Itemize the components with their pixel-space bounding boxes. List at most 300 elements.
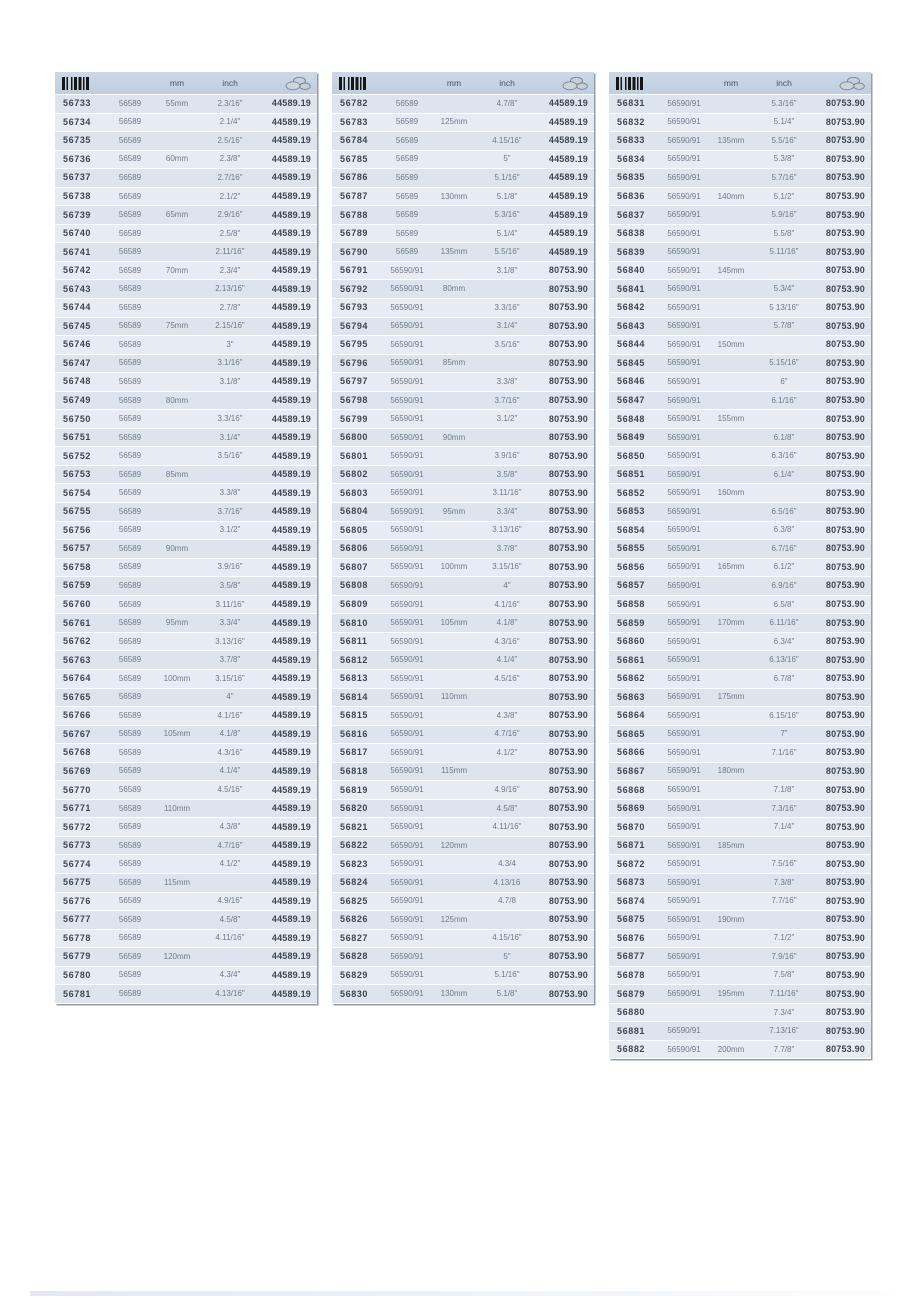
price-cell: 44589.19	[548, 153, 588, 164]
article-id-cell: 56817	[340, 747, 369, 758]
mm-cell: 165mm	[717, 562, 745, 572]
inch-cell: 5.1/16"	[494, 970, 520, 980]
article-id-cell: 56800	[340, 432, 369, 443]
price-cell: 44589.19	[271, 172, 311, 183]
article-id-cell: 56734	[63, 116, 92, 127]
ref-cell: 56589	[118, 395, 142, 405]
table-row	[55, 540, 317, 559]
column-header-mm: mm	[723, 77, 739, 88]
price-cell: 80753.90	[825, 432, 865, 443]
article-id-cell: 56851	[617, 469, 646, 480]
price-cell: 44589.19	[271, 691, 311, 702]
article-id-cell: 56880	[617, 1007, 646, 1018]
article-id-cell: 56858	[617, 599, 646, 610]
mm-cell: 140mm	[717, 191, 745, 201]
ref-cell: 56590/91	[667, 896, 701, 906]
inch-cell: 4.11/16"	[492, 822, 522, 832]
mm-cell: 100mm	[163, 673, 191, 683]
table-row	[609, 726, 871, 745]
price-cell: 80753.90	[548, 951, 588, 962]
price-cell: 80753.90	[548, 858, 588, 869]
article-id-cell: 56855	[617, 543, 646, 554]
inch-cell: 5.3/4"	[773, 284, 795, 294]
table-row	[332, 800, 594, 819]
inch-cell: 6.15/16"	[769, 710, 799, 720]
price-cell: 44589.19	[271, 209, 311, 220]
inch-cell: 5 13/16"	[769, 302, 799, 312]
ref-cell: 56589	[395, 117, 419, 127]
article-id-cell: 56877	[617, 951, 646, 962]
inch-cell: 4.5/8"	[496, 803, 518, 813]
table-row	[332, 707, 594, 726]
article-id-cell: 56738	[63, 191, 92, 201]
mm-cell: 120mm	[163, 951, 191, 961]
inch-cell: 3.13/16"	[215, 636, 245, 646]
table-row	[609, 855, 871, 874]
price-cell: 44589.19	[271, 895, 311, 906]
ref-cell: 56590/91	[667, 933, 701, 943]
inch-cell: 3.5/16"	[494, 339, 520, 349]
ref-cell: 56590/91	[390, 562, 424, 572]
price-cell: 80753.90	[825, 969, 865, 980]
price-cell: 80753.90	[825, 357, 865, 368]
price-cell: 44589.19	[271, 357, 311, 368]
price-cell: 44589.19	[271, 617, 311, 628]
inch-cell: 3.3/4"	[496, 506, 518, 516]
inch-cell: 2.5/16"	[217, 135, 243, 145]
inch-cell: 2.11/16"	[215, 247, 245, 257]
inch-cell: 5.9/16"	[771, 210, 797, 220]
article-id-cell: 56869	[617, 803, 646, 814]
table-rows	[332, 95, 594, 1004]
price-cell: 44589.19	[548, 191, 588, 201]
table-row	[609, 151, 871, 170]
inch-cell: 6.3/4"	[773, 636, 795, 646]
article-id-cell: 56841	[617, 283, 646, 294]
ref-cell: 56589	[118, 877, 142, 887]
coins-icon	[259, 76, 317, 91]
article-id-cell: 56810	[340, 617, 369, 628]
ref-cell: 56590/91	[667, 840, 701, 850]
article-id-cell: 56809	[340, 599, 369, 610]
table-row	[609, 540, 871, 559]
article-id-cell: 56826	[340, 914, 369, 925]
ref-cell: 56590/91	[390, 877, 424, 887]
price-cell: 80753.90	[548, 895, 588, 906]
table-row	[609, 837, 871, 856]
article-id-cell: 56779	[63, 951, 92, 962]
mm-cell: 95mm	[165, 618, 189, 628]
table-row	[55, 95, 317, 114]
table-row	[609, 930, 871, 949]
price-cell: 44589.19	[271, 506, 311, 517]
price-cell: 80753.90	[548, 877, 588, 888]
inch-cell: 4.1/16"	[217, 710, 243, 720]
article-id-cell: 56812	[340, 654, 369, 665]
table-row	[609, 410, 871, 429]
coins-icon	[536, 76, 594, 91]
article-id-cell: 56736	[63, 153, 92, 164]
table-row	[609, 447, 871, 466]
table-row	[609, 503, 871, 522]
table-row	[609, 651, 871, 670]
inch-cell: 7.1/8"	[773, 785, 795, 794]
price-cell: 80753.90	[825, 654, 865, 665]
article-id-cell: 56811	[340, 636, 368, 647]
article-id-cell: 56861	[617, 654, 646, 665]
column-header-mm: mm	[446, 77, 462, 88]
ref-cell: 56590/91	[390, 618, 424, 628]
price-cell: 44589.19	[271, 951, 311, 962]
article-id-cell: 56825	[340, 895, 369, 906]
ref-cell: 56590/91	[667, 692, 701, 702]
inch-cell: 3.13/16"	[492, 525, 522, 535]
inch-cell: 3.5/8"	[219, 580, 241, 590]
article-id-cell: 56796	[340, 357, 369, 368]
article-id-cell: 56768	[63, 747, 92, 758]
price-cell: 80753.90	[825, 691, 865, 702]
price-cell: 44589.19	[271, 561, 311, 572]
article-id-cell: 56786	[340, 172, 369, 183]
table-row	[332, 818, 594, 837]
article-id-cell: 56758	[63, 561, 92, 572]
price-cell: 44589.19	[271, 914, 311, 925]
inch-cell: 6.5/8"	[773, 599, 795, 609]
article-id-cell: 56842	[617, 302, 646, 313]
inch-cell: 3.3/16"	[217, 414, 243, 424]
article-id-cell: 56793	[340, 302, 369, 313]
table-row	[55, 336, 317, 355]
ref-cell: 56590/91	[390, 358, 424, 368]
inch-cell: 3.11/16"	[492, 488, 522, 498]
table-row	[332, 95, 594, 114]
table-row	[609, 1004, 871, 1023]
price-cell: 80753.90	[825, 339, 865, 350]
table-row	[609, 336, 871, 355]
price-cell: 44589.19	[271, 710, 311, 721]
ref-cell: 56590/91	[667, 191, 701, 201]
inch-cell: 2.3/4"	[219, 265, 241, 275]
table-header	[332, 72, 594, 95]
inch-cell: 4.15/16"	[492, 135, 522, 145]
table-row	[332, 355, 594, 374]
inch-cell: 6.7/8"	[773, 673, 795, 683]
ref-cell: 56590/91	[667, 302, 701, 312]
mm-cell: 90mm	[442, 432, 466, 442]
ref-cell: 56589	[118, 135, 142, 145]
article-id-cell: 56797	[340, 376, 369, 387]
ref-cell: 56590/91	[667, 747, 701, 757]
inch-cell: 6.11/16"	[769, 618, 799, 628]
inch-cell: 4"	[226, 692, 234, 702]
ref-cell: 56590/91	[390, 525, 424, 535]
table-row	[332, 763, 594, 782]
ref-cell: 56589	[118, 172, 142, 182]
barcode-icon	[332, 77, 384, 90]
price-cell: 80753.90	[825, 821, 865, 832]
ref-cell: 56590/91	[390, 432, 424, 442]
ref-cell: 56589	[118, 543, 142, 553]
table-row	[55, 132, 317, 151]
ref-cell: 56590/91	[390, 451, 424, 461]
article-id-cell: 56746	[63, 339, 92, 350]
mm-cell: 125mm	[440, 914, 468, 924]
mm-cell: 130mm	[440, 191, 468, 201]
table-row	[55, 522, 317, 541]
inch-cell: 7.3/4"	[773, 1007, 795, 1017]
article-id-cell: 56733	[63, 98, 92, 109]
table-row	[55, 484, 317, 503]
article-id-cell: 56822	[340, 840, 369, 851]
ref-cell: 56589	[118, 785, 142, 794]
article-id-cell: 56772	[63, 821, 92, 832]
ref-cell: 56590/91	[390, 803, 424, 813]
table-row	[55, 614, 317, 633]
table-row	[55, 447, 317, 466]
inch-cell: 2.13/16"	[215, 284, 245, 294]
article-id-cell: 56875	[617, 914, 646, 925]
price-cell: 80753.90	[825, 153, 865, 164]
price-cell: 80753.90	[825, 302, 865, 313]
article-id-cell: 56769	[63, 765, 92, 776]
ref-cell: 56590/91	[667, 914, 701, 924]
ref-cell: 56590/91	[390, 284, 424, 294]
article-id-cell: 56755	[63, 506, 92, 517]
table-row	[55, 893, 317, 912]
ref-cell: 56590/91	[667, 265, 701, 275]
price-cell: 44589.19	[271, 265, 311, 276]
table-row	[332, 447, 594, 466]
table-row	[55, 763, 317, 782]
inch-cell: 7"	[780, 729, 788, 739]
mm-cell: 160mm	[717, 488, 745, 498]
ref-cell: 56590/91	[390, 692, 424, 702]
price-cell: 80753.90	[825, 765, 865, 776]
ref-cell: 56590/91	[667, 970, 701, 980]
table-row	[609, 114, 871, 133]
table-row	[55, 262, 317, 281]
price-cell: 80753.90	[548, 691, 588, 702]
table-row	[332, 837, 594, 856]
price-cell: 44589.19	[271, 599, 311, 610]
inch-cell: 4"	[503, 580, 511, 590]
table-row	[332, 614, 594, 633]
inch-cell: 7.9/16"	[771, 951, 797, 961]
inch-cell: 2.1/4"	[219, 117, 241, 127]
ref-cell: 56590/91	[390, 747, 424, 757]
price-cell: 44589.19	[271, 728, 311, 739]
table-row	[55, 355, 317, 374]
price-cell: 44589.19	[271, 432, 311, 443]
ref-cell: 56589	[118, 154, 142, 164]
table-row	[609, 893, 871, 912]
mm-cell: 105mm	[163, 729, 191, 739]
ref-cell: 56589	[118, 692, 142, 702]
article-id-cell: 56754	[63, 487, 92, 498]
article-id-cell: 56833	[617, 135, 646, 146]
mm-cell: 65mm	[165, 210, 189, 220]
price-cell: 80753.90	[548, 914, 588, 925]
inch-cell: 3.1/8"	[496, 265, 518, 275]
price-cell: 80753.90	[548, 654, 588, 665]
table-row	[609, 188, 871, 207]
article-id-cell: 56752	[63, 450, 92, 461]
ref-cell: 56589	[118, 451, 142, 461]
article-id-cell: 56848	[617, 413, 646, 424]
ref-cell: 56590/91	[667, 710, 701, 720]
price-table-2	[332, 72, 594, 1004]
price-cell: 80753.90	[825, 840, 865, 851]
price-cell: 44589.19	[271, 116, 311, 127]
table-row	[332, 670, 594, 689]
table-row	[609, 1022, 871, 1041]
table-row	[609, 225, 871, 244]
price-cell: 44589.19	[271, 450, 311, 461]
inch-cell: 4.13/16"	[215, 989, 245, 999]
mm-cell: 115mm	[440, 766, 468, 776]
inch-cell: 5.5/16"	[771, 135, 797, 145]
inch-cell: 6.1/16"	[771, 395, 797, 405]
price-cell: 80753.90	[825, 932, 865, 943]
inch-cell: 6.13/16"	[769, 655, 799, 665]
article-id-cell: 56774	[63, 858, 92, 869]
ref-cell: 56590/91	[667, 803, 701, 813]
article-id-cell: 56794	[340, 320, 369, 331]
price-cell: 80753.90	[548, 969, 588, 980]
article-id-cell: 56859	[617, 617, 646, 628]
price-cell: 80753.90	[548, 840, 588, 851]
price-cell: 80753.90	[825, 1044, 865, 1055]
table-row	[55, 670, 317, 689]
ref-cell: 56590/91	[667, 673, 701, 683]
article-id-cell: 56813	[340, 673, 369, 684]
price-cell: 80753.90	[548, 469, 588, 480]
table-row	[332, 503, 594, 522]
table-row	[55, 466, 317, 485]
mm-cell: 145mm	[717, 265, 745, 275]
price-cell: 80753.90	[548, 450, 588, 461]
price-cell: 80753.90	[548, 413, 588, 424]
price-cell: 80753.90	[825, 172, 865, 183]
inch-cell: 3.1/8"	[219, 376, 241, 386]
table-row	[55, 781, 317, 800]
table-row	[332, 930, 594, 949]
coins-icon	[813, 76, 871, 91]
ref-cell: 56589	[118, 228, 142, 238]
price-cell: 80753.90	[548, 395, 588, 406]
price-cell: 44589.19	[271, 395, 311, 406]
price-cell: 80753.90	[825, 673, 865, 684]
ref-cell: 56590/91	[390, 822, 424, 832]
table-row	[609, 522, 871, 541]
ref-cell: 56590/91	[667, 1026, 701, 1036]
inch-cell: 3.1/16"	[217, 358, 243, 368]
article-id-cell: 56766	[63, 710, 92, 721]
inch-cell: 4.1/8"	[219, 729, 241, 739]
mm-cell: 105mm	[440, 618, 468, 628]
ref-cell: 56590/91	[667, 822, 701, 832]
table-row	[332, 336, 594, 355]
barcode-icon	[55, 77, 107, 90]
table-header	[55, 72, 317, 95]
mm-cell: 185mm	[717, 840, 745, 850]
inch-cell: 2.3/16"	[217, 98, 243, 108]
table-row	[55, 967, 317, 986]
table-row	[609, 95, 871, 114]
article-id-cell: 56762	[63, 636, 92, 647]
article-id-cell: 56792	[340, 283, 369, 294]
inch-cell: 3.7/16"	[494, 395, 520, 405]
table-row	[55, 651, 317, 670]
ref-cell: 56590/91	[390, 840, 424, 850]
ref-cell: 56590/91	[667, 989, 701, 999]
ref-cell: 56590/91	[390, 710, 424, 720]
article-id-cell: 56802	[340, 469, 369, 480]
table-row	[332, 893, 594, 912]
mm-cell: 115mm	[163, 877, 191, 887]
table-row	[55, 114, 317, 133]
table-row	[609, 633, 871, 652]
table-row	[55, 410, 317, 429]
mm-cell: 80mm	[165, 395, 189, 405]
inch-cell: 6"	[780, 376, 788, 386]
inch-cell: 4.3/16"	[494, 636, 520, 646]
price-cell: 80753.90	[825, 747, 865, 758]
price-cell: 44589.19	[271, 784, 311, 795]
ref-cell: 56589	[118, 339, 142, 349]
ref-cell: 56590/91	[667, 414, 701, 424]
ref-cell: 56590/91	[390, 302, 424, 312]
price-cell: 44589.19	[548, 98, 588, 109]
article-id-cell: 56788	[340, 209, 369, 220]
price-cell: 44589.19	[271, 469, 311, 480]
table-row	[332, 855, 594, 874]
table-row	[332, 726, 594, 745]
ref-cell: 56590/91	[667, 98, 701, 108]
column-header-inch: inch	[222, 77, 238, 88]
ref-cell: 56589	[118, 525, 142, 535]
price-cell: 80753.90	[825, 135, 865, 146]
table-row	[55, 318, 317, 337]
mm-cell: 170mm	[717, 618, 745, 628]
inch-cell: 7.7/16"	[771, 896, 797, 906]
ref-cell: 56590/91	[667, 618, 701, 628]
inch-cell: 3.3/8"	[496, 376, 518, 386]
article-id-cell: 56760	[63, 599, 92, 610]
inch-cell: 6.3/8"	[773, 525, 795, 535]
ref-cell: 56589	[118, 636, 142, 646]
ref-cell: 56589	[118, 210, 142, 220]
table-header	[609, 72, 871, 95]
ref-cell: 56590/91	[390, 729, 424, 739]
table-row	[55, 948, 317, 967]
table-row	[332, 633, 594, 652]
table-row	[55, 707, 317, 726]
ref-cell: 56590/91	[390, 673, 424, 683]
inch-cell: 3.5/8"	[496, 469, 518, 479]
article-id-cell: 56820	[340, 803, 369, 814]
table-row	[332, 948, 594, 967]
article-id-cell: 56784	[340, 135, 369, 146]
footer-gradient-bar	[30, 1291, 890, 1296]
inch-cell: 5.3/16"	[494, 210, 520, 220]
ref-cell: 56590/91	[667, 562, 701, 572]
price-cell: 80753.90	[825, 895, 865, 906]
inch-cell: 7.11/16"	[769, 989, 799, 999]
article-id-cell: 56821	[340, 821, 369, 832]
article-id-cell: 56839	[617, 246, 646, 257]
ref-cell: 56589	[118, 302, 142, 312]
